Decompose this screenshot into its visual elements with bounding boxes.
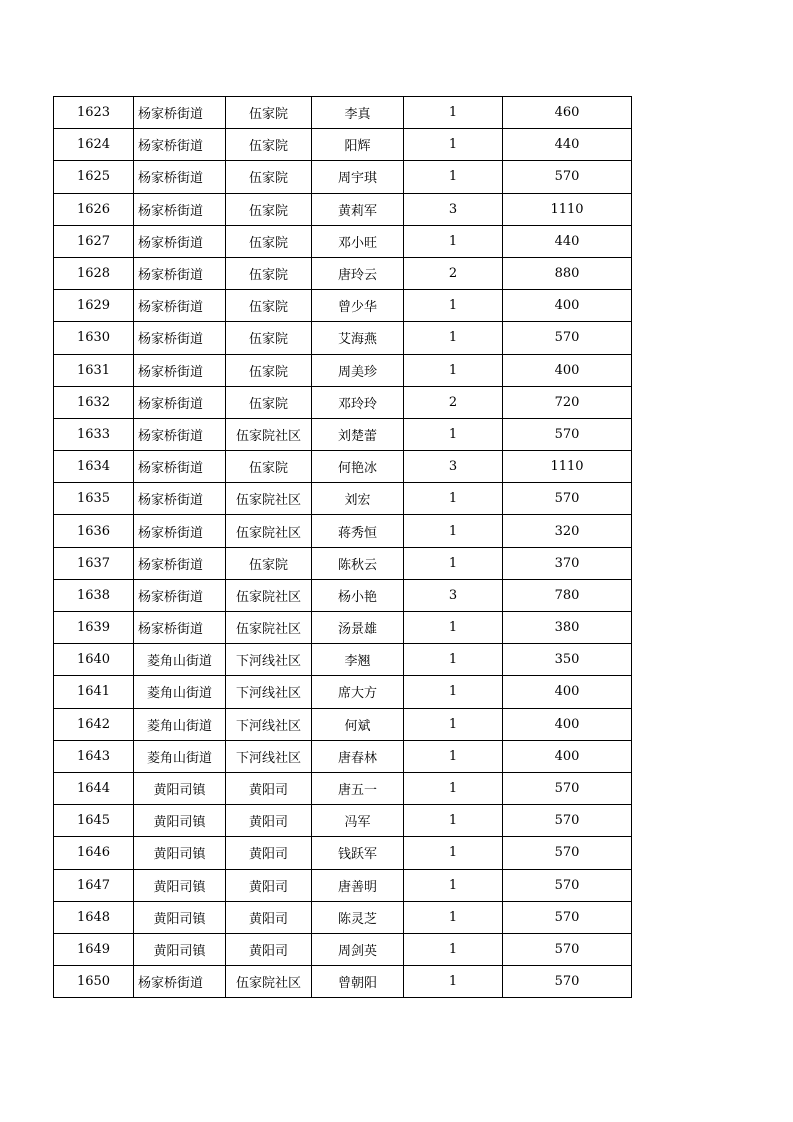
- cell-name: 刘宏: [312, 483, 404, 515]
- cell-id: 1626: [54, 193, 134, 225]
- records-table: [53, 96, 632, 998]
- cell-id: 1646: [54, 837, 134, 869]
- cell-community: 黄阳司: [226, 805, 312, 837]
- cell-amount: 400: [503, 354, 632, 386]
- cell-name: 冯军: [312, 805, 404, 837]
- table-row: [54, 354, 632, 386]
- cell-id: 1640: [54, 644, 134, 676]
- cell-name: 陈灵芝: [312, 901, 404, 933]
- cell-name: 唐五一: [312, 772, 404, 804]
- cell-amount: 440: [503, 225, 632, 257]
- cell-name: 周宇琪: [312, 161, 404, 193]
- cell-id: 1627: [54, 225, 134, 257]
- cell-community: 黄阳司: [226, 837, 312, 869]
- cell-community: 伍家院社区: [226, 418, 312, 450]
- cell-amount: 400: [503, 676, 632, 708]
- cell-community: 下河线社区: [226, 676, 312, 708]
- table-row: [54, 225, 632, 257]
- cell-amount: 1110: [503, 193, 632, 225]
- table-row: [54, 322, 632, 354]
- cell-amount: 570: [503, 837, 632, 869]
- cell-count: 1: [404, 933, 503, 965]
- cell-community: 伍家院: [226, 97, 312, 129]
- cell-community: 伍家院社区: [226, 966, 312, 998]
- table-row: [54, 740, 632, 772]
- cell-id: 1644: [54, 772, 134, 804]
- cell-amount: 350: [503, 644, 632, 676]
- cell-count: 2: [404, 386, 503, 418]
- table-row: [54, 708, 632, 740]
- cell-count: 1: [404, 161, 503, 193]
- cell-name: 钱跃军: [312, 837, 404, 869]
- cell-name: 唐善明: [312, 869, 404, 901]
- cell-count: 3: [404, 193, 503, 225]
- cell-id: 1639: [54, 612, 134, 644]
- cell-street: 杨家桥街道: [134, 386, 226, 418]
- cell-count: 1: [404, 740, 503, 772]
- cell-amount: 400: [503, 740, 632, 772]
- cell-count: 1: [404, 805, 503, 837]
- table-row: [54, 386, 632, 418]
- cell-count: 1: [404, 612, 503, 644]
- cell-name: 曾少华: [312, 290, 404, 322]
- cell-count: 1: [404, 97, 503, 129]
- cell-name: 唐春林: [312, 740, 404, 772]
- cell-community: 伍家院: [226, 451, 312, 483]
- cell-count: 2: [404, 257, 503, 289]
- cell-community: 下河线社区: [226, 644, 312, 676]
- cell-amount: 570: [503, 418, 632, 450]
- cell-street: 杨家桥街道: [134, 612, 226, 644]
- cell-street: 黄阳司镇: [134, 837, 226, 869]
- cell-id: 1645: [54, 805, 134, 837]
- cell-count: 3: [404, 579, 503, 611]
- cell-count: 1: [404, 869, 503, 901]
- cell-name: 周剑英: [312, 933, 404, 965]
- cell-community: 伍家院: [226, 129, 312, 161]
- cell-id: 1632: [54, 386, 134, 418]
- cell-count: 1: [404, 354, 503, 386]
- cell-count: 1: [404, 772, 503, 804]
- cell-street: 杨家桥街道: [134, 193, 226, 225]
- cell-community: 伍家院社区: [226, 579, 312, 611]
- cell-amount: 570: [503, 772, 632, 804]
- cell-id: 1643: [54, 740, 134, 772]
- cell-id: 1642: [54, 708, 134, 740]
- cell-id: 1631: [54, 354, 134, 386]
- records-table-body: [54, 97, 632, 998]
- cell-name: 蒋秀恒: [312, 515, 404, 547]
- cell-community: 黄阳司: [226, 901, 312, 933]
- cell-community: 伍家院: [226, 257, 312, 289]
- cell-id: 1648: [54, 901, 134, 933]
- cell-id: 1637: [54, 547, 134, 579]
- cell-name: 邓玲玲: [312, 386, 404, 418]
- cell-count: 1: [404, 418, 503, 450]
- table-row: [54, 483, 632, 515]
- table-row: [54, 97, 632, 129]
- cell-community: 黄阳司: [226, 933, 312, 965]
- table-row: [54, 869, 632, 901]
- cell-id: 1630: [54, 322, 134, 354]
- cell-id: 1628: [54, 257, 134, 289]
- cell-street: 杨家桥街道: [134, 966, 226, 998]
- cell-count: 1: [404, 644, 503, 676]
- cell-amount: 570: [503, 483, 632, 515]
- cell-community: 黄阳司: [226, 869, 312, 901]
- cell-name: 席大方: [312, 676, 404, 708]
- cell-amount: 570: [503, 322, 632, 354]
- cell-amount: 570: [503, 901, 632, 933]
- cell-community: 伍家院: [226, 225, 312, 257]
- cell-id: 1634: [54, 451, 134, 483]
- cell-name: 阳辉: [312, 129, 404, 161]
- cell-amount: 570: [503, 161, 632, 193]
- cell-street: 菱角山街道: [134, 740, 226, 772]
- cell-id: 1624: [54, 129, 134, 161]
- cell-count: 1: [404, 290, 503, 322]
- cell-name: 杨小艳: [312, 579, 404, 611]
- cell-street: 杨家桥街道: [134, 579, 226, 611]
- cell-amount: 570: [503, 966, 632, 998]
- cell-street: 杨家桥街道: [134, 129, 226, 161]
- cell-count: 1: [404, 837, 503, 869]
- cell-street: 黄阳司镇: [134, 933, 226, 965]
- table-row: [54, 193, 632, 225]
- cell-amount: 400: [503, 290, 632, 322]
- cell-street: 杨家桥街道: [134, 225, 226, 257]
- cell-street: 杨家桥街道: [134, 483, 226, 515]
- table-row: [54, 966, 632, 998]
- cell-id: 1625: [54, 161, 134, 193]
- cell-amount: 320: [503, 515, 632, 547]
- cell-community: 伍家院社区: [226, 612, 312, 644]
- cell-street: 黄阳司镇: [134, 772, 226, 804]
- cell-name: 唐玲云: [312, 257, 404, 289]
- cell-amount: 460: [503, 97, 632, 129]
- table-row: [54, 547, 632, 579]
- cell-count: 1: [404, 225, 503, 257]
- cell-id: 1635: [54, 483, 134, 515]
- cell-id: 1636: [54, 515, 134, 547]
- cell-amount: 570: [503, 805, 632, 837]
- cell-count: 1: [404, 515, 503, 547]
- cell-id: 1649: [54, 933, 134, 965]
- cell-count: 1: [404, 483, 503, 515]
- cell-street: 杨家桥街道: [134, 418, 226, 450]
- table-row: [54, 837, 632, 869]
- cell-amount: 440: [503, 129, 632, 161]
- cell-community: 伍家院: [226, 354, 312, 386]
- cell-amount: 570: [503, 933, 632, 965]
- cell-name: 李翘: [312, 644, 404, 676]
- cell-name: 陈秋云: [312, 547, 404, 579]
- cell-street: 杨家桥街道: [134, 322, 226, 354]
- cell-amount: 380: [503, 612, 632, 644]
- cell-community: 伍家院: [226, 290, 312, 322]
- cell-name: 何斌: [312, 708, 404, 740]
- cell-count: 1: [404, 129, 503, 161]
- table-row: [54, 290, 632, 322]
- cell-count: 1: [404, 708, 503, 740]
- cell-street: 黄阳司镇: [134, 901, 226, 933]
- cell-street: 杨家桥街道: [134, 515, 226, 547]
- table-row: [54, 418, 632, 450]
- cell-id: 1647: [54, 869, 134, 901]
- cell-street: 菱角山街道: [134, 676, 226, 708]
- cell-count: 1: [404, 322, 503, 354]
- table-row: [54, 612, 632, 644]
- table-row: [54, 515, 632, 547]
- cell-street: 菱角山街道: [134, 708, 226, 740]
- table-row: [54, 644, 632, 676]
- table-row: [54, 772, 632, 804]
- cell-id: 1650: [54, 966, 134, 998]
- cell-community: 伍家院: [226, 193, 312, 225]
- cell-count: 3: [404, 451, 503, 483]
- cell-name: 曾朝阳: [312, 966, 404, 998]
- cell-community: 伍家院: [226, 322, 312, 354]
- cell-amount: 400: [503, 708, 632, 740]
- cell-name: 刘楚蕾: [312, 418, 404, 450]
- table-row: [54, 451, 632, 483]
- cell-name: 邓小旺: [312, 225, 404, 257]
- cell-name: 汤景雄: [312, 612, 404, 644]
- table-row: [54, 805, 632, 837]
- cell-street: 杨家桥街道: [134, 547, 226, 579]
- cell-name: 黄莉军: [312, 193, 404, 225]
- table-row: [54, 129, 632, 161]
- cell-community: 伍家院: [226, 161, 312, 193]
- cell-id: 1623: [54, 97, 134, 129]
- cell-id: 1633: [54, 418, 134, 450]
- cell-amount: 370: [503, 547, 632, 579]
- cell-name: 周美珍: [312, 354, 404, 386]
- cell-community: 伍家院: [226, 386, 312, 418]
- table-row: [54, 676, 632, 708]
- cell-community: 伍家院社区: [226, 515, 312, 547]
- cell-id: 1638: [54, 579, 134, 611]
- cell-community: 下河线社区: [226, 708, 312, 740]
- cell-name: 何艳冰: [312, 451, 404, 483]
- cell-id: 1641: [54, 676, 134, 708]
- table-row: [54, 579, 632, 611]
- cell-street: 菱角山街道: [134, 644, 226, 676]
- table-row: [54, 257, 632, 289]
- cell-community: 黄阳司: [226, 772, 312, 804]
- table-row: [54, 161, 632, 193]
- cell-name: 李真: [312, 97, 404, 129]
- cell-community: 下河线社区: [226, 740, 312, 772]
- cell-amount: 720: [503, 386, 632, 418]
- cell-count: 1: [404, 676, 503, 708]
- table-row: [54, 933, 632, 965]
- cell-count: 1: [404, 547, 503, 579]
- cell-street: 黄阳司镇: [134, 805, 226, 837]
- cell-street: 杨家桥街道: [134, 161, 226, 193]
- cell-street: 黄阳司镇: [134, 869, 226, 901]
- cell-community: 伍家院社区: [226, 483, 312, 515]
- cell-id: 1629: [54, 290, 134, 322]
- cell-amount: 570: [503, 869, 632, 901]
- cell-street: 杨家桥街道: [134, 97, 226, 129]
- cell-street: 杨家桥街道: [134, 354, 226, 386]
- cell-community: 伍家院: [226, 547, 312, 579]
- cell-count: 1: [404, 901, 503, 933]
- cell-count: 1: [404, 966, 503, 998]
- cell-amount: 880: [503, 257, 632, 289]
- cell-name: 艾海燕: [312, 322, 404, 354]
- cell-street: 杨家桥街道: [134, 257, 226, 289]
- cell-street: 杨家桥街道: [134, 290, 226, 322]
- cell-amount: 780: [503, 579, 632, 611]
- cell-street: 杨家桥街道: [134, 451, 226, 483]
- cell-amount: 1110: [503, 451, 632, 483]
- table-row: [54, 901, 632, 933]
